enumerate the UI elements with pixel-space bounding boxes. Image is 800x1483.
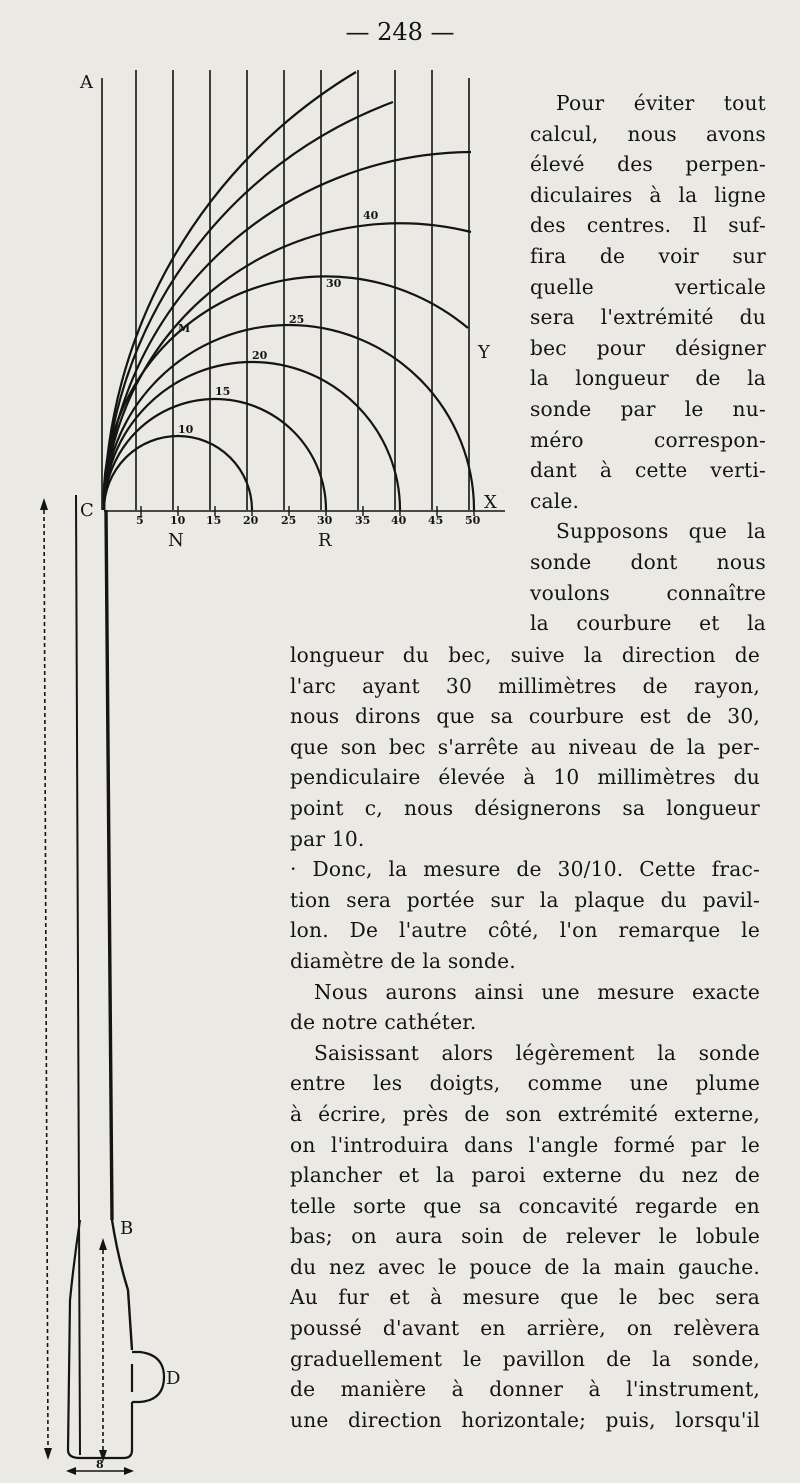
text-line: cale. xyxy=(530,488,580,513)
label-a: A xyxy=(80,72,93,93)
text-column-wide xyxy=(290,640,760,1435)
text-line: sera l'extrémité du xyxy=(530,305,766,330)
text-line: de manière à donner à l'instrument, xyxy=(290,1377,760,1402)
text-line: voulons connaître xyxy=(530,580,766,605)
text-line: à écrire, près de son extrémité externe, xyxy=(290,1101,760,1126)
tick-10: 10 xyxy=(170,514,186,527)
text-line: quelle verticale xyxy=(530,274,766,299)
text-line: par 10. xyxy=(290,826,365,851)
catheter-drawing xyxy=(68,495,164,1458)
text-line: sonde par le nu- xyxy=(530,396,766,421)
curvature-arcs xyxy=(104,72,474,510)
label-c: C xyxy=(80,500,94,521)
page-number: — 248 — xyxy=(345,18,455,46)
label-n: N xyxy=(168,530,184,551)
tick-30: 30 xyxy=(317,514,333,527)
text-line: Pour éviter tout xyxy=(556,91,766,115)
text-line: graduellement le pavillon de la sonde, xyxy=(290,1346,760,1371)
text-line: bec pour désigner xyxy=(530,335,766,360)
text-line: Supposons que la xyxy=(556,519,766,544)
arc-label-40: 40 xyxy=(363,209,379,222)
text-line: pendiculaire élevée à 10 millimètres du xyxy=(290,765,760,790)
tick-40: 40 xyxy=(391,514,407,527)
tick-45: 45 xyxy=(428,514,444,527)
arc-60 xyxy=(104,102,393,510)
label-y: Y xyxy=(478,342,490,363)
text-line: telle sorte que sa concavité regarde en xyxy=(290,1193,760,1218)
text-line: entre les doigts, comme une plume xyxy=(290,1071,760,1096)
text-line: · Donc, la mesure de 30/10. Cette frac- xyxy=(290,857,760,882)
text-line: Saisissant alors légèrement la sonde xyxy=(314,1040,760,1065)
text-line: nous dirons que sa courbure est de 30, xyxy=(290,704,760,729)
label-d: D xyxy=(166,1368,181,1389)
length-dimension xyxy=(44,510,103,1450)
text-line: plancher et la paroi externe du nez de xyxy=(290,1163,760,1188)
tick-50: 50 xyxy=(465,514,481,527)
arc-20 xyxy=(104,362,400,510)
tick-20: 20 xyxy=(243,514,259,527)
text-line: tion sera portée sur la plaque du pavil- xyxy=(290,887,760,912)
arc-30 xyxy=(104,276,468,510)
text-line: l'arc ayant 30 millimètres de rayon, xyxy=(290,673,760,698)
text-line: la courbure et la xyxy=(530,611,766,636)
text-line: de notre cathéter. xyxy=(290,1010,477,1035)
arc-label-10: 10 xyxy=(178,423,194,436)
text-line: diculaires à la ligne xyxy=(530,182,766,207)
text-line: point c, nous désignerons sa longueur xyxy=(290,795,760,820)
text-line: calcul, nous avons xyxy=(530,121,766,146)
diameter-label: 8 xyxy=(96,1458,104,1471)
tick-25: 25 xyxy=(281,514,297,527)
text-line: la longueur de la xyxy=(530,366,766,391)
text-line: dant à cette verti- xyxy=(530,458,766,483)
text-line: Au fur et à mesure que le bec sera xyxy=(290,1285,760,1310)
text-line: des centres. Il suf- xyxy=(530,213,766,238)
label-r: R xyxy=(318,530,332,551)
tick-15: 15 xyxy=(206,514,222,527)
text-line: longueur du bec, suive la direction de xyxy=(290,643,760,667)
arc-label-25: 25 xyxy=(289,313,305,326)
label-x: X xyxy=(484,492,497,513)
text-line: diamètre de la sonde. xyxy=(290,948,516,973)
text-line: méro correspon- xyxy=(530,427,766,452)
text-column-narrow xyxy=(530,88,766,639)
text-line: on l'introduira dans l'angle formé par le xyxy=(290,1132,760,1157)
text-line: sonde dont nous xyxy=(530,549,766,574)
tick-35: 35 xyxy=(355,514,371,527)
text-line: une direction horizontale; puis, lorsqu'il xyxy=(290,1407,760,1432)
label-b: B xyxy=(120,1218,134,1239)
text-line: poussé d'avant en arrière, on relèvera xyxy=(290,1316,760,1341)
arc-label-20: 20 xyxy=(252,349,268,362)
arc-25 xyxy=(104,325,474,510)
arc-label-30: 30 xyxy=(326,277,342,290)
text-line: bas; on aura soin de relever le lobule xyxy=(290,1224,760,1249)
text-line: Nous aurons ainsi une mesure exacte xyxy=(314,979,760,1004)
label-m: M xyxy=(178,322,191,335)
arc-10 xyxy=(104,436,252,510)
tick-5: 5 xyxy=(136,514,144,527)
text-line: fira de voir sur xyxy=(530,243,766,268)
text-line: lon. De l'autre côté, l'on remarque le xyxy=(290,918,760,943)
text-line: que son bec s'arrête au niveau de la per- xyxy=(290,734,760,759)
arc-50 xyxy=(104,152,471,510)
text-line: du nez avec le pouce de la main gauche. xyxy=(290,1254,760,1279)
arc-label-15: 15 xyxy=(215,385,231,398)
text-line: élevé des perpen- xyxy=(530,152,766,177)
